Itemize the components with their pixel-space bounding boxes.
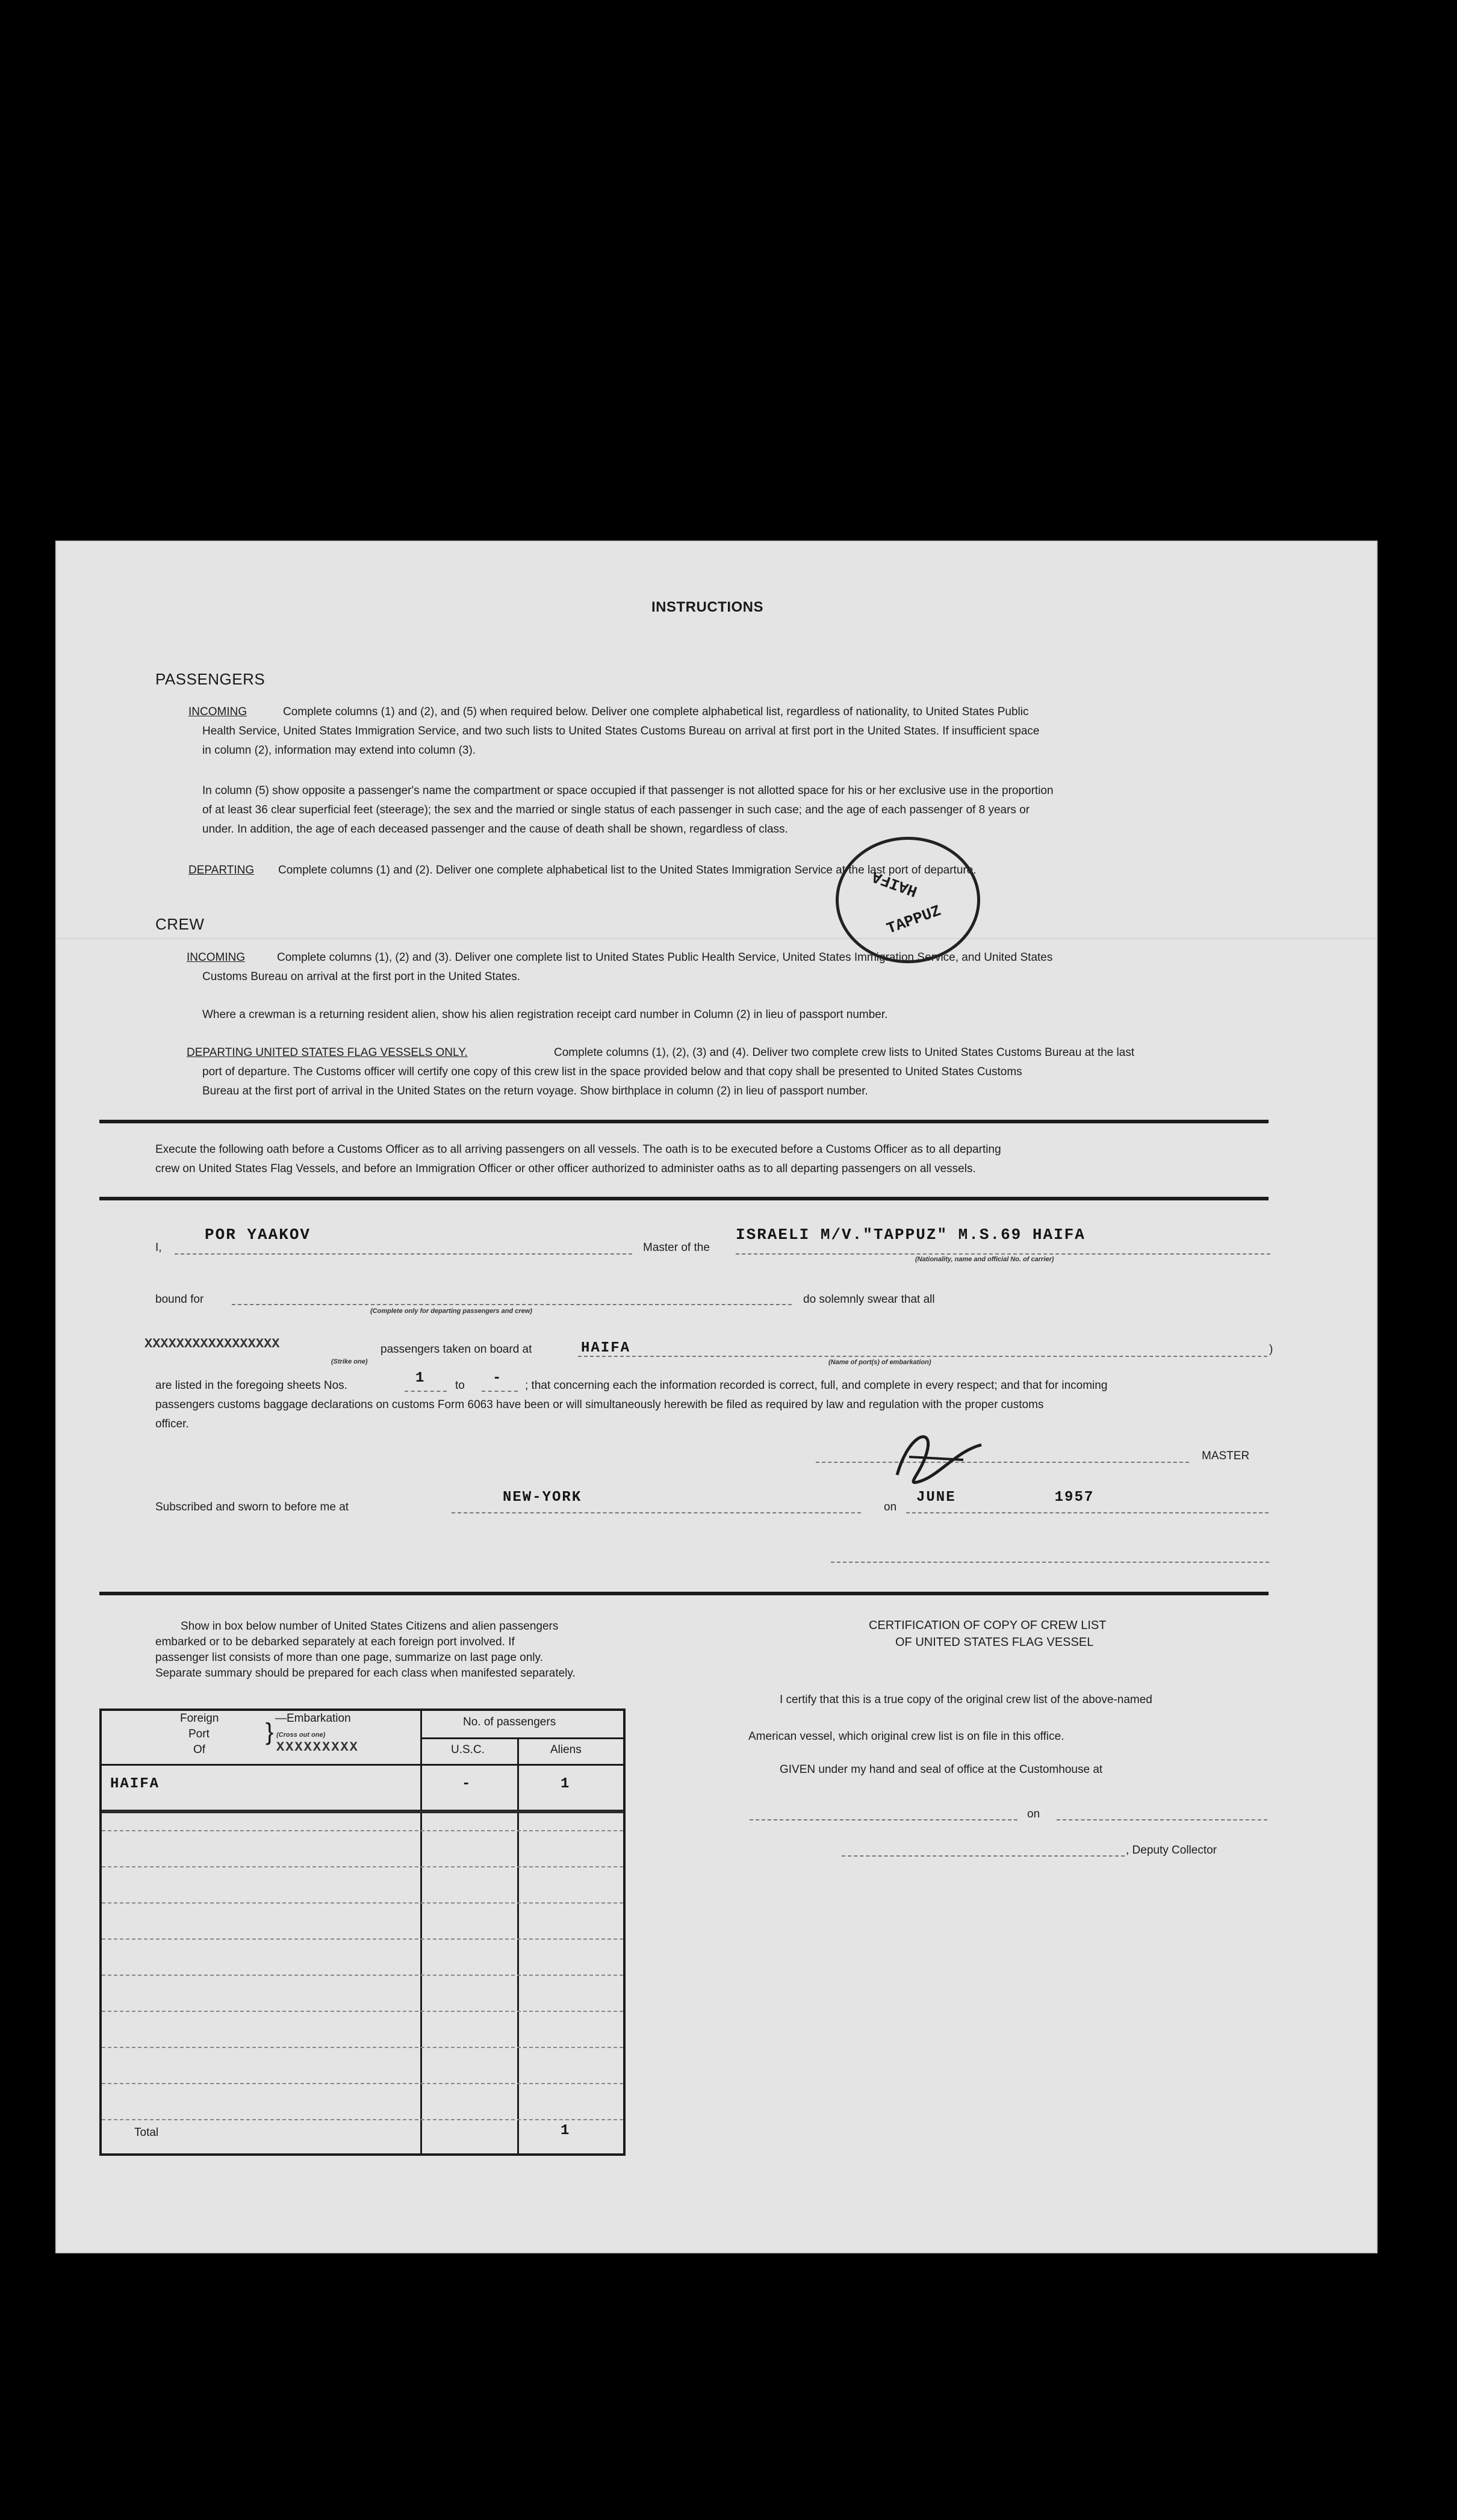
embarkation-label: —Embarkation [275,1712,351,1725]
passengers-incoming-label: INCOMING [188,706,247,718]
sheet-to: - [492,1370,503,1386]
strike-note: (Strike one) [331,1358,368,1365]
passengers-departing-text: Complete columns (1) and (2). Deliver one complete alphabetical list to the United States Immigration Service at the last port of departure. [278,864,977,877]
oath-intro-line-1: Execute the following oath before a Customs Officer as to all arriving passengers on all vessels. The oath is to be executed before a Customs Officer as to all departing [155,1143,1001,1156]
passengers-departing-label: DEPARTING [188,864,255,877]
summary-instr-3: passenger list consists of more than one page, summarize on last page only. [155,1651,543,1664]
master-name: POR YAAKOV [205,1226,311,1244]
row-port: HAIFA [110,1776,160,1792]
listed-rest: ; that concerning each the information recorded is correct, full, and complete in every respect; and that for incoming [525,1379,1108,1392]
bound-for-line [232,1304,792,1305]
deputy-signature-line [842,1855,1125,1857]
certification-title-1: CERTIFICATION OF COPY OF CREW LIST [869,1619,1107,1632]
passengers-heading: PASSENGERS [155,670,266,688]
vessel-note: (Nationality, name and official No. of carrier) [915,1256,1054,1263]
certification-given: GIVEN under my hand and seal of office at the Customhouse at [780,1763,1103,1776]
total-aliens: 1 [561,2123,571,2139]
certification-title-2: OF UNITED STATES FLAG VESSEL [895,1636,1094,1649]
crew-incoming-line-1: Complete columns (1), (2) and (3). Deliver one complete list to United States Public Health Service, United States Immigration Service, and United States [277,951,1053,964]
passengers-taken-label: passengers taken on board at [381,1343,532,1356]
customs-line: passengers customs baggage declarations on customs Form 6063 have been or will simultaneously herewith be filed as required by law and regulation with the proper customs [155,1398,1044,1411]
crew-departing-line-3: Bureau at the first port of arrival in the United States on the return voyage. Show birthplace in column (2) in lieu of passport number. [202,1085,868,1097]
summary-instr-4: Separate summary should be prepared for each class when manifested separately. [155,1667,576,1680]
officer-line: officer. [155,1418,189,1430]
to-label: to [455,1379,465,1392]
divider-1 [99,1120,1269,1123]
subscribed-label: Subscribed and sworn to before me at [155,1501,349,1513]
aliens-header: Aliens [550,1743,582,1756]
embark-port-note: (Name of port(s) of embarkation) [828,1359,931,1366]
total-label: Total [134,2126,159,2139]
column5-line-1: In column (5) show opposite a passenger's name the compartment or space occupied if that passenger is not allotted space for his or her exclusive use in the proportion [202,784,1054,797]
sworn-date-line [906,1512,1269,1513]
master-signature [885,1427,993,1493]
summary-instr-2: embarked or to be debarked separately at each foreign port involved. If [155,1636,515,1648]
sheet-from: 1 [415,1370,426,1386]
sworn-place-line [452,1512,861,1513]
master-label: MASTER [1202,1450,1250,1462]
of-label: Of [193,1743,206,1756]
sheet-from-line [405,1391,447,1392]
certification-on-label: on [1027,1808,1040,1820]
vessel-name: ISRAELI M/V."TAPPUZ" M.S.69 HAIFA [736,1226,1086,1244]
deputy-collector-label: , Deputy Collector [1126,1844,1217,1857]
master-of-label: Master of the [643,1241,710,1254]
crew-departing-label: DEPARTING UNITED STATES FLAG VESSELS ONLY. [187,1046,468,1059]
crew-departing-line-1: Complete columns (1), (2), (3) and (4). Deliver two complete crew lists to United States Customs Bureau at the last [554,1046,1135,1059]
officer-signature-line [831,1562,1269,1563]
certification-date-line [1057,1819,1267,1820]
crew-heading: CREW [155,915,205,933]
row-aliens: 1 [561,1776,571,1792]
crew-resident-text: Where a crewman is a returning resident alien, show his alien registration receipt card number in Column (2) in lieu of passport number. [202,1008,888,1021]
ship-seal-stamp [836,837,980,963]
debarkation-struck: XXXXXXXXX [276,1740,359,1755]
certification-line-1: I certify that this is a true copy of the original crew list of the above-named [780,1693,1152,1706]
document-title: INSTRUCTIONS [651,599,763,615]
sworn-date: JUNE 1957 [916,1489,1095,1506]
column5-line-2: of at least 36 clear superficial feet (steerage); the sex and the married or single status of each passenger in such case; and the age of each passenger of 8 years or [202,804,1030,816]
sheet-to-line [482,1391,518,1392]
certification-line-2: American vessel, which original crew list is on file in this office. [748,1730,1064,1743]
crew-incoming-line-2: Customs Bureau on arrival at the first port in the United States. [202,970,521,983]
customhouse-line [750,1819,1017,1820]
passengers-incoming-line-3: in column (2), information may extend into column (3). [202,744,476,757]
vessel-line [736,1253,1270,1255]
passenger-summary-table [99,1708,626,2156]
cross-note: (Cross out one) [276,1731,326,1739]
oath-i-label: I, [155,1241,162,1254]
brace-icon: } [266,1719,274,1745]
passengers-incoming-line-1: Complete columns (1) and (2), and (5) when required below. Deliver one complete alphabetical list, regardless of nationality, to United States Public [283,706,1029,718]
summary-instr-1: Show in box below number of United States Citizens and alien passengers [181,1620,559,1633]
oath-intro-line-2: crew on United States Flag Vessels, and before an Immigration Officer or other officer authorized to administer oaths as to all departing passengers on all vessels. [155,1162,976,1175]
passengers-incoming-line-2: Health Service, United States Immigration Service, and two such lists to United States Customs Bureau on arrival at first port in the United States. If insufficient space [202,725,1040,737]
sworn-place: NEW-YORK [503,1489,582,1506]
stamp-text-2: TAPPUZ [884,901,943,939]
foreign-label: Foreign [180,1712,219,1725]
close-paren: ) [1269,1343,1273,1356]
master-signature-line [816,1462,1189,1463]
sworn-on-label: on [884,1501,897,1513]
embark-port-line [578,1356,1267,1357]
crew-struck: XXXXXXXXXXXXXXXXX [144,1336,280,1352]
row-usc: - [462,1776,472,1792]
no-passengers-header: No. of passengers [463,1716,556,1728]
port-label: Port [188,1728,210,1740]
column5-line-3: under. In addition, the age of each deceased passenger and the cause of death shall be shown, regardless of class. [202,823,788,836]
usc-header: U.S.C. [451,1743,485,1756]
listed-label: are listed in the foregoing sheets Nos. [155,1379,347,1392]
divider-3 [99,1592,1269,1595]
bound-for-note: (Complete only for departing passengers and crew) [370,1308,532,1315]
embark-port: HAIFA [581,1340,631,1356]
divider-2 [99,1197,1269,1200]
master-name-line [175,1253,632,1255]
stamp-text-1: HAIFA [869,867,920,901]
bound-for-label: bound for [155,1293,204,1306]
swear-text: do solemnly swear that all [803,1293,935,1306]
crew-departing-line-2: port of departure. The Customs officer will certify one copy of this crew list in the space provided below and that copy shall be presented to United States Customs [202,1066,1022,1078]
crew-incoming-label: INCOMING [187,951,246,964]
